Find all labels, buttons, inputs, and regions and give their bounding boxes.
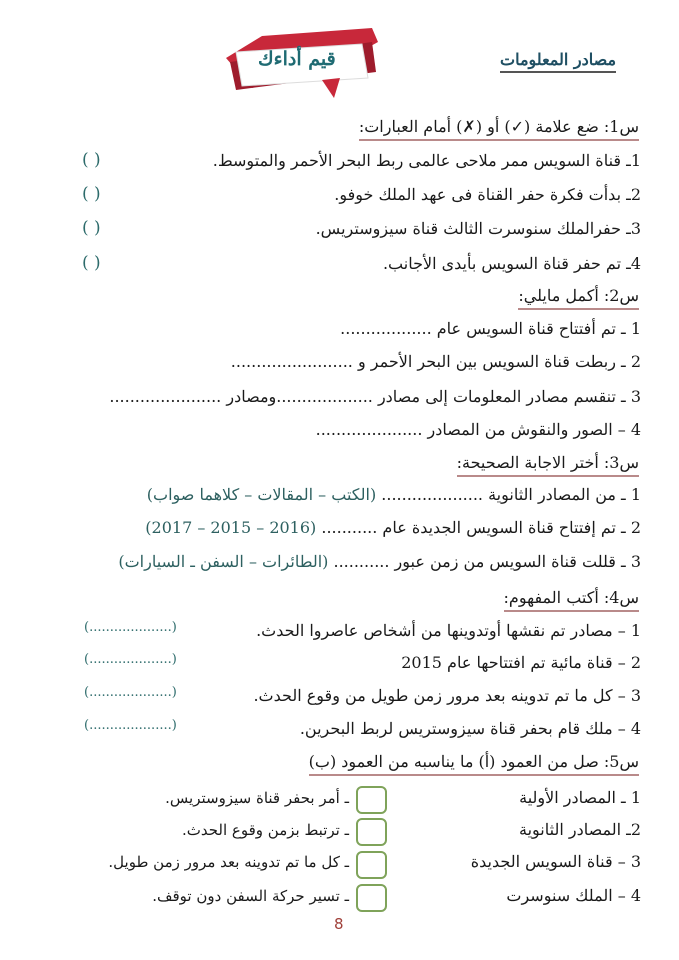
q1-answer-blank[interactable]: ( ) (82, 253, 101, 273)
column-b-item: ـ كل ما تم تدوينه بعد مرور زمن طويل. (108, 853, 349, 871)
q4-item: 2 – قناة مائية تم افتتاحها عام 2015 (401, 653, 641, 672)
match-answer-box[interactable] (356, 786, 387, 814)
q1-item: 3ـ حفرالملك سنوسرت الثالث قناة سيزوستريس. (315, 219, 641, 238)
q3-item (118, 551, 641, 573)
page-number: 8 (334, 915, 344, 933)
column-b-item: ـ ترتبط بزمن وقوع الحدث. (181, 821, 349, 839)
q2-heading: س2: أكمل مايلي: (518, 285, 639, 310)
q2-item[interactable]: 4 – الصور والنقوش من المصادر ..................... (315, 420, 641, 439)
worksheet-title: مصادر المعلومات (500, 50, 616, 73)
q1-answer-blank[interactable]: ( ) (82, 218, 101, 238)
q1-answer-blank[interactable]: ( ) (82, 184, 101, 204)
q5-heading: س5: صل من العمود (أ) ما يناسبه من العمود (ب) (309, 751, 639, 776)
q3-item (145, 517, 641, 539)
q4-item: 3 – كل ما تم تدوينه بعد مرور زمن طويل من وقوع الحدث. (253, 686, 641, 705)
q1-answer-blank[interactable]: ( ) (82, 150, 101, 170)
badge-text: قيم أداءك (258, 48, 336, 70)
q1-item: 1ـ قناة السويس ممر ملاحى عالمى ربط البحر الأحمر والمتوسط. (212, 151, 641, 170)
q1-item: 4ـ تم حفر قناة السويس بأيدى الأجانب. (382, 254, 641, 273)
q3-item (147, 484, 641, 506)
q4-answer-blank[interactable]: (....................) (84, 620, 177, 635)
column-a-item: 1 ـ المصادر الأولية (519, 788, 641, 807)
q2-item[interactable]: 3 ـ تنقسم مصادر المعلومات إلى مصادر ...................ومصادر ...................... (109, 387, 641, 406)
q1-heading: س1: ضع علامة (✓) أو (✗) أمام العبارات: (359, 116, 639, 141)
q3-question[interactable]: 2 ـ تم إفتتاح قناة السويس الجديدة عام ........... (321, 518, 641, 537)
q2-item[interactable]: 2 ـ ربطت قناة السويس بين البحر الأحمر و ........................ (230, 352, 641, 371)
q3-choices: (الكتب – المقالات – كلاهما صواب) (146, 485, 377, 504)
q4-item: 4 – ملك قام بحفر قناة سيزوستريس لربط البحرين. (299, 719, 641, 738)
match-answer-box[interactable] (356, 884, 387, 912)
column-b-item: ـ تسير حركة السفن دون توقف. (152, 887, 349, 905)
q3-choices: (الطائرات – السفن ـ السيارات) (118, 552, 329, 571)
column-a-item: 2ـ المصادر الثانوية (519, 820, 641, 839)
q3-question[interactable]: 1 ـ من المصادر الثانوية .................... (381, 485, 641, 504)
q4-answer-blank[interactable]: (....................) (84, 718, 177, 733)
q3-question[interactable]: 3 ـ قللت قناة السويس من زمن عبور ........... (333, 552, 641, 571)
column-b-item: ـ أمر بحفر قناة سيزوستريس. (165, 789, 349, 807)
match-answer-box[interactable] (356, 818, 387, 846)
q1-item: 2ـ بدأت فكرة حفر القناة فى عهد الملك خوفو. (334, 185, 641, 204)
q4-answer-blank[interactable]: (....................) (84, 685, 177, 700)
match-answer-box[interactable] (356, 851, 387, 879)
q4-answer-blank[interactable]: (....................) (84, 652, 177, 667)
q3-choices: (2016 – 2015 – 2017) (145, 518, 317, 537)
q4-item: 1 – مصادر تم نقشها أوتدوينها من أشخاص عاصروا الحدث. (256, 621, 641, 640)
column-a-item: 3 – قناة السويس الجديدة (470, 852, 641, 871)
q2-item[interactable]: 1 ـ تم أفتتاح قناة السويس عام .................. (340, 319, 641, 338)
column-a-item: 4 – الملك سنوسرت (506, 886, 641, 905)
q4-heading: س4: أكتب المفهوم: (504, 587, 639, 612)
q3-heading: س3: أختر الاجابة الصحيحة: (457, 452, 639, 477)
